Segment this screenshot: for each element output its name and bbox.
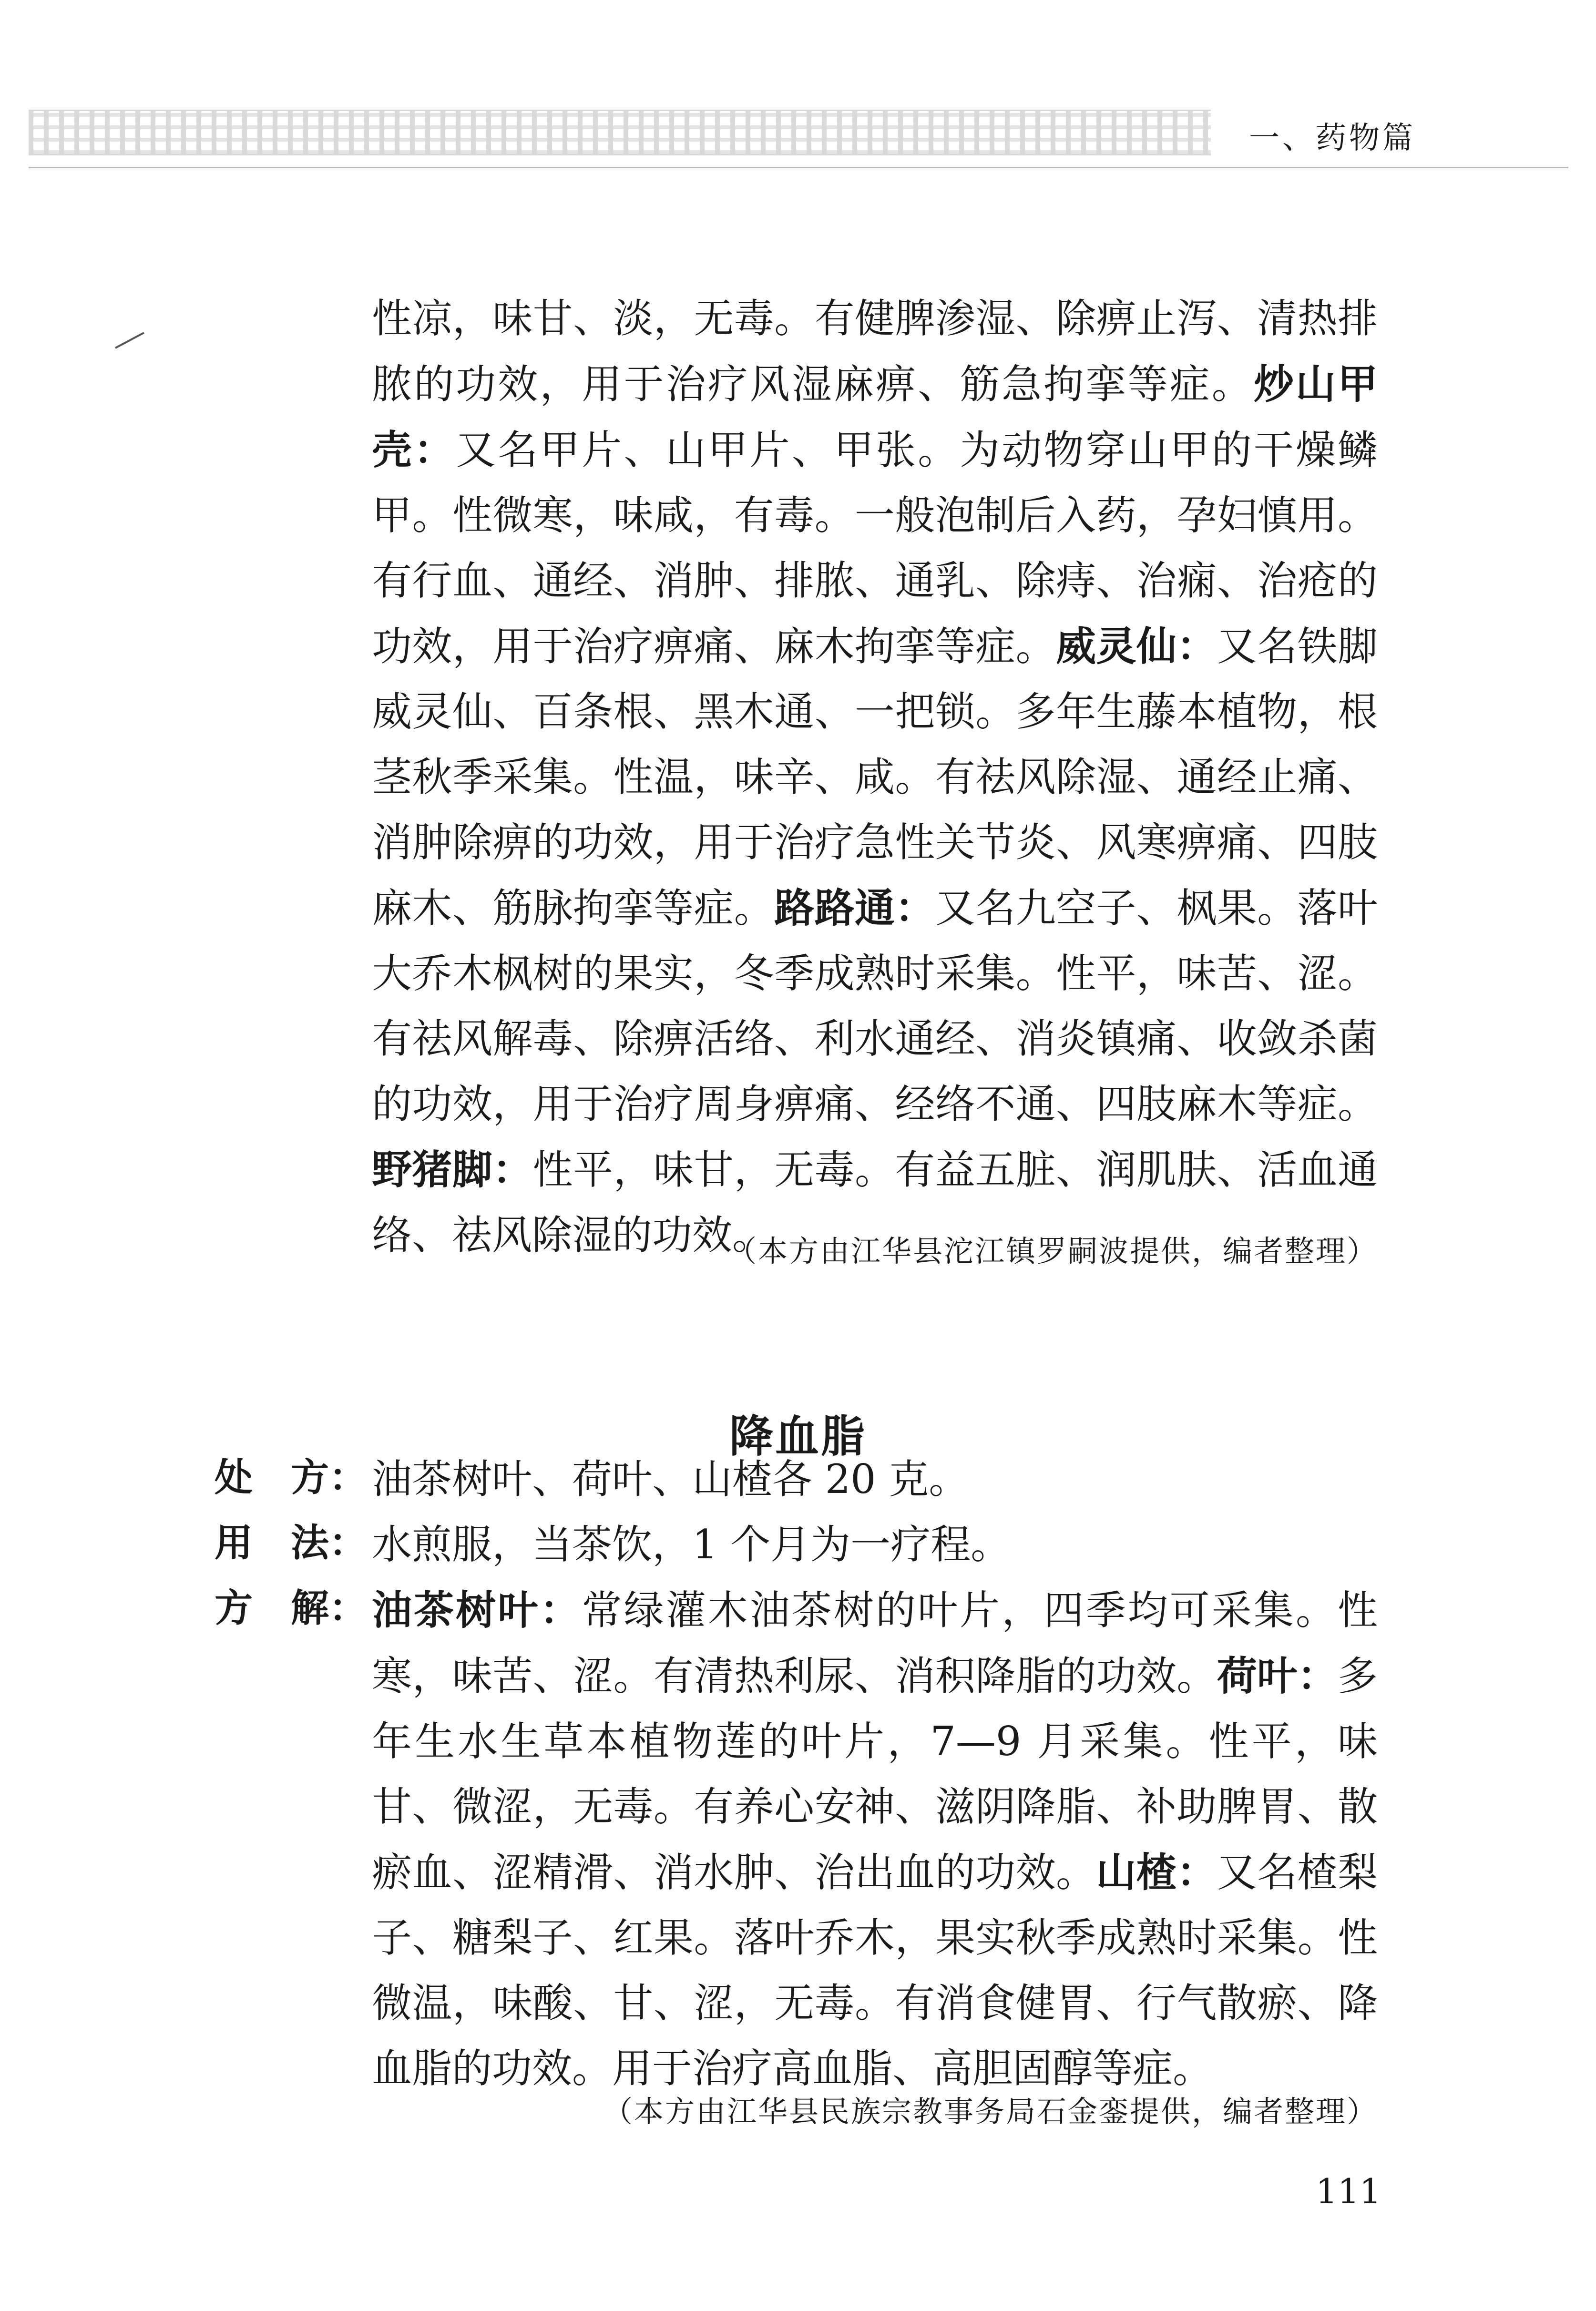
- credit-line-1: （本方由江华县沱江镇罗嗣波提供，编者整理）: [726, 1234, 1378, 1268]
- herb-name-shan-zha: 山楂：: [1096, 1849, 1217, 1896]
- text-segment: 性平，味甘，无毒。有益五脏、润肌肤、活血通络、祛风除湿的功效。: [372, 1146, 1378, 1258]
- prescription-label: 处 方：: [215, 1455, 367, 1500]
- page-number: 111: [1316, 2171, 1381, 2211]
- herb-name-lu-lu-tong: 路路通：: [774, 884, 935, 931]
- text-segment: 又名铁脚威灵仙、百条根、黑木通、一把锁。多年生藤本植物，根茎秋季采集。性温，味辛、咸。有祛风除湿、通经止痛、消肿除痹的功效，用于治疗急性关节炎、风寒痹痛、四肢麻木、筋脉拘挛等症。: [372, 623, 1378, 931]
- usage-text: 水煎服，当茶饮，1 个月为一疗程。: [372, 1521, 1011, 1568]
- continued-paragraph: [372, 286, 1378, 1268]
- credit-line-2: （本方由江华县民族宗教事务局石金銮提供，编者整理）: [603, 2094, 1378, 2129]
- herb-name-he-ye: 荷叶：: [1217, 1652, 1338, 1699]
- explain-label: 方 解：: [215, 1585, 367, 1630]
- text-segment: 多年生水生草本植物莲的叶片，7—9 月采集。性平，味甘、微涩，无毒。有养心安神、滋阴降脂、补助脾胃、散瘀血、涩精滑、消水肿、治出血的功效。: [372, 1653, 1378, 1896]
- usage-label: 用 法：: [215, 1520, 367, 1565]
- herb-name-you-cha-shu-ye: 油茶树叶：: [372, 1586, 582, 1634]
- header-ornament-band: [29, 110, 1211, 155]
- recipe-title: 降血脂: [729, 1411, 867, 1462]
- header-rule: [29, 167, 1568, 168]
- herb-name-ye-zhu-jiao: 野猪脚：: [372, 1146, 533, 1193]
- explain-paragraph: [372, 1577, 1378, 2101]
- herb-name-chao-shan-jia-ke: 炒山甲壳：: [372, 360, 1378, 473]
- text-segment: 性凉，味甘、淡，无毒。有健脾渗湿、除痹止泻、清热排脓的功效，用于治疗风湿麻痹、筋急拘挛等症。: [372, 295, 1378, 408]
- text-segment: 常绿灌木油茶树的叶片，四季均可采集。性寒，味苦、涩。有清热利尿、消积降脂的功效。: [372, 1587, 1378, 1699]
- prescription-text: 油茶树叶、荷叶、山楂各 20 克。: [372, 1456, 969, 1503]
- text-segment: 又名甲片、山甲片、甲张。为动物穿山甲的干燥鳞甲。性微寒，味咸，有毒。一般泡制后入药，孕妇慎用。有行血、通经、消肿、排脓、通乳、除痔、治痫、治疮的功效，用于治疗痹痛、麻木拘挛等症。: [372, 427, 1378, 670]
- text-segment: 又名楂梨子、糖梨子、红果。落叶乔木，果实秋季成熟时采集。性微温，味酸、甘、涩，无毒。有消食健胃、行气散瘀、降血脂的功效。用于治疗高血脂、高胆固醇等症。: [372, 1849, 1378, 2092]
- text-segment: 又名九空子、枫果。落叶大乔木枫树的果实，冬季成熟时采集。性平，味苦、涩。有祛风解毒、除痹活络、利水通经、消炎镇痛、收敛杀菌的功效，用于治疗周身痹痛、经络不通、四肢麻木等症。: [372, 885, 1378, 1127]
- herb-name-wei-ling-xian: 威灵仙：: [1056, 623, 1217, 670]
- section-label: 一、药物篇: [1249, 121, 1416, 156]
- pen-tick-mark: [115, 332, 144, 348]
